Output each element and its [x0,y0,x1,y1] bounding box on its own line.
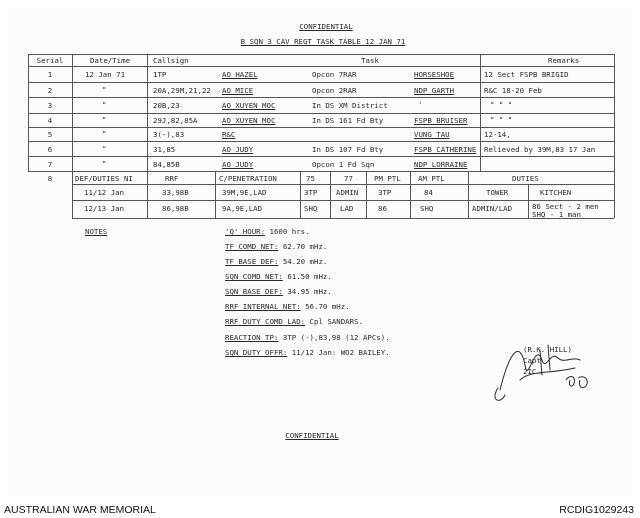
row-2-ao: AO MICE [222,86,254,95]
note-item: REACTION TP: 3TP (-),83,98 (12 APCs). [225,333,390,342]
archive-id: RCDIG1029243 [559,504,634,516]
row-6-date: " [102,144,107,153]
duty-header-rrf: RRF [165,174,179,183]
duty-header-duties: DUTIES [512,174,539,183]
row-6-task: In DS 107 Fd Bty [312,145,384,154]
duty-header-75: 75 [306,174,315,183]
row-2-remarks: R&C 18-20 Feb [484,86,542,95]
classification-bottom: CONFIDENTIAL [285,431,339,440]
duty-row-2-kitchen-line2: SHQ - 1 man [532,210,581,219]
row-1-serial: 1 [47,70,53,79]
duty-row-2-am-ptl: SHQ [420,204,434,213]
duty-row-1-am-ptl: 84 [424,188,433,197]
row-7-serial: 7 [47,160,53,169]
note-item: RRF INTERNAL NET: 56.70 mHz. [225,302,350,311]
row-5-remarks: 12-14, [484,130,511,139]
row-5-fspb: VUNG TAU [414,130,450,139]
duty-row-2-rrf: 86,98B [162,204,189,213]
duty-row-2-date: 12/13 Jan [84,204,125,213]
classification-top: CONFIDENTIAL [299,22,353,31]
document-page [8,8,632,494]
note-item: SQN DUTY OFFR: 11/12 Jan: WO2 BAILEY. [225,348,390,357]
row-2-task: Opcon 2RAR [312,86,357,95]
duty-header-am-ptl: AM PTL [418,174,445,183]
row-5-ao: R&C [222,130,236,139]
row-7-fspb: NDP LORRAINE [414,160,468,169]
col-header-remarks: Remarks [548,56,580,65]
row-3-remarks: " " " [490,100,513,109]
duty-header-pm-ptl: PM PTL [374,174,401,183]
row-5-date: " [102,129,107,138]
handwritten-signature [480,330,600,414]
row-7-ao: AO JUDY [222,160,254,169]
row-3-ao: AO XUYEN MOC [222,101,276,110]
duty-row-2-kitchen: 86 Sect - 2 men [532,202,599,211]
row-3-date: " [102,100,107,109]
duty-header-penetration: C/PENETRATION [219,174,277,183]
row-1-task: Opcon 7RAR [312,70,357,79]
row-1-date: 12 Jan 71 [85,70,126,79]
duty-subheader-tower: TOWER [486,188,509,197]
row-4-date: " [102,115,107,124]
row-1-ao: AO HAZEL [222,70,258,79]
duty-row-2-penetration: 9A,9E,LAD [222,204,263,213]
row-4-remarks: " " " [490,115,513,124]
row-4-fspb: FSPB BRUISER [414,116,468,125]
note-item: TF COMD NET: 62.70 mHz. [225,242,328,251]
duty-row-2-77: LAD [340,204,354,213]
signatory-name: (R.K. HILL) [523,345,572,354]
row-2-callsign: 20A,29M,21,22 [153,86,211,95]
duty-row-2-75: SHQ [304,204,318,213]
duty-header-def: DEF/DUTIES NI [75,174,133,183]
row-2-serial: 2 [47,86,53,95]
note-item: RRF DUTY COMD LAD: Cpl SANDARS. [225,317,363,326]
duty-row-1-77: ADMIN [336,188,359,197]
row-5-serial: 5 [47,130,53,139]
note-item: TF BASE DEF: 54.20 mHz. [225,257,328,266]
duty-row-2-pm-ptl: 86 [378,204,387,213]
row-3-task: In DS XM District [312,101,388,110]
signatory-appointment: 2IC [523,367,537,376]
duty-row-1-rrf: 33,98B [162,188,189,197]
row-6-ao: AO JUDY [222,145,254,154]
row-3-fspb: ' [418,100,423,109]
row-6-remarks: Relieved by 39M,83 17 Jan [484,145,596,154]
row-4-callsign: 29J,82,85A [153,116,198,125]
row-6-fspb: FSPB CATHERINE [414,145,477,154]
row-6-serial: 6 [47,145,53,154]
duty-header-77: 77 [344,174,353,183]
row-7-callsign: 84,85B [153,160,180,169]
duty-row-2-tower: ADMIN/LAD [472,204,513,213]
row-2-date: " [102,85,107,94]
row-8-serial: 8 [47,174,53,183]
note-item: 'Q' HOUR: 1600 hrs. [225,227,310,236]
duty-row-1-date: 11/12 Jan [84,188,125,197]
row-6-callsign: 31,85 [153,145,176,154]
row-3-serial: 3 [47,101,53,110]
col-header-callsign: Callsign [153,56,189,65]
note-item: SQN BASE DEF: 34.95 mHz. [225,287,332,296]
col-header-date: Date/Time [89,56,131,65]
row-1-callsign: 1TP [153,70,167,79]
archive-credit: AUSTRALIAN WAR MEMORIAL [4,504,156,516]
signatory-rank: Capt [523,356,541,365]
row-4-ao: AO XUYEN MOC [222,116,276,125]
duty-row-1-pm-ptl: 3TP [378,188,392,197]
duty-row-1-penetration: 39M,9E,LAD [222,188,267,197]
duty-row-1-75: 3TP [304,188,318,197]
row-1-remarks: 12 Sect FSPB BRIGID [484,70,569,79]
notes-label: NOTES [85,227,108,236]
row-3-callsign: 20B,23 [153,101,180,110]
row-2-fspb: NDP GARTH [414,86,455,95]
row-7-date: " [102,159,107,168]
row-5-callsign: 3(-),83 [153,130,185,139]
col-header-serial: Serial [36,56,64,65]
note-item: SQN COMD NET: 61.50 mHz. [225,272,332,281]
row-1-fspb: HORSESHOE [414,70,455,79]
col-header-task: Task [361,56,379,65]
row-7-task: Opcon 1 Fd Sqn [312,160,375,169]
row-4-task: In DS 161 Fd Bty [312,116,384,125]
document-title: B SQN 3 CAV REGT TASK TABLE 12 JAN 71 [240,37,406,46]
row-4-serial: 4 [47,116,53,125]
duty-subheader-kitchen: KITCHEN [540,188,572,197]
